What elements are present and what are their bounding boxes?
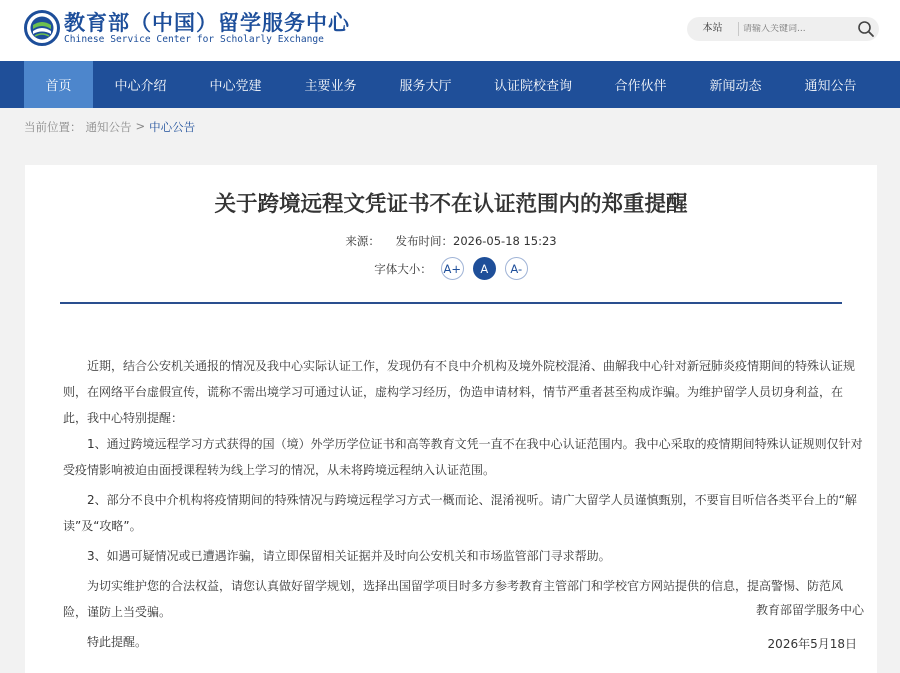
article-publish-time: 发布时间：2026-05-18 15:23 bbox=[395, 234, 557, 248]
search-input[interactable] bbox=[743, 24, 853, 34]
breadcrumb-current[interactable]: 中心公告 bbox=[149, 120, 196, 134]
article-panel bbox=[25, 165, 877, 673]
nav-item-party[interactable]: 中心党建 bbox=[209, 79, 262, 94]
font-smaller-button[interactable]: A- bbox=[505, 257, 528, 280]
nav-item-home[interactable]: 首页 bbox=[24, 61, 93, 108]
nav-item-partners[interactable]: 合作伙伴 bbox=[614, 79, 667, 94]
article-paragraph: 2、部分不良中介机构将疫情期间的特殊情况与跨境远程学习方式一概而论、混淆视听。请广大留学人员谨慎甄别，不要盲目听信各类平台上的“解读”及“攻略”。 bbox=[63, 493, 857, 533]
breadcrumb-prefix: 当前位置： bbox=[24, 120, 82, 134]
nav-item-about[interactable]: 中心介绍 bbox=[114, 79, 167, 94]
logo-title-cn: 教育部（中国）留学服务中心 bbox=[64, 9, 350, 35]
signature-date: 2026年5月18日 bbox=[767, 637, 857, 651]
nav-item-notices[interactable]: 通知公告 bbox=[804, 79, 857, 94]
nav-item-service-hall[interactable]: 服务大厅 bbox=[399, 79, 452, 94]
breadcrumb-link-notices[interactable]: 通知公告 bbox=[85, 120, 132, 134]
article-paragraph: 特此提醒。 bbox=[87, 635, 148, 649]
article-body bbox=[63, 353, 863, 655]
nav-item-news[interactable]: 新闻动态 bbox=[709, 79, 762, 94]
font-larger-button[interactable]: A+ bbox=[441, 257, 464, 280]
main-nav bbox=[0, 61, 900, 108]
nav-item-business[interactable]: 主要业务 bbox=[304, 79, 357, 94]
article-source: 来源： bbox=[345, 234, 380, 248]
search-bar bbox=[687, 17, 879, 41]
breadcrumb bbox=[24, 119, 195, 135]
site-header bbox=[0, 0, 900, 61]
title-divider bbox=[60, 302, 842, 304]
breadcrumb-separator: > bbox=[135, 119, 146, 133]
search-icon[interactable] bbox=[857, 20, 875, 38]
font-size-label: 字体大小： bbox=[374, 261, 432, 276]
article-paragraph: 1、通过跨境远程学习方式获得的国（境）外学历学位证书和高等教育文凭一直不在我中心认证范围内。我中心采取的疫情期间特殊认证规则仅针对受疫情影响被迫由面授课程转为线上学习的情况，从未将跨境远程纳入认证范围。 bbox=[63, 437, 863, 477]
cscse-logo-icon bbox=[24, 10, 60, 46]
font-normal-button[interactable]: A bbox=[473, 257, 496, 280]
article-paragraph: 3、如遇可疑情况或已遭遇诈骗，请立即保留相关证据并及时向公安机关和市场监管部门寻求帮助。 bbox=[87, 549, 611, 563]
search-scope[interactable]: 本站 bbox=[687, 22, 739, 36]
article-title: 关于跨境远程文凭证书不在认证范围内的郑重提醒 bbox=[214, 192, 688, 217]
site-logo[interactable] bbox=[24, 10, 350, 46]
article-meta bbox=[25, 233, 877, 249]
logo-title-en: Chinese Service Center for Scholarly Exchange bbox=[64, 33, 324, 45]
signature-org: 教育部留学服务中心 bbox=[755, 603, 864, 617]
article-paragraph: 为切实维护您的合法权益，请您认真做好留学规划，选择出国留学项目时多方参考教育主管部门和学校官方网站提供的信息，提高警惕、防范风险，谨防上当受骗。 bbox=[63, 579, 844, 619]
nav-item-school-query[interactable]: 认证院校查询 bbox=[493, 79, 572, 94]
font-size-controls bbox=[25, 257, 877, 280]
article-paragraph: 近期，结合公安机关通报的情况及我中心实际认证工作，发现仍有不良中介机构及境外院校混淆、曲解我中心针对新冠肺炎疫情期间的特殊认证规则，在网络平台虚假宣传，谎称不需出境学习可通过认证，虚构学习经历，伪造申请材料，情节严重者甚至构成诈骗。为维护留学人员切身利益，在此，我中心特别提醒： bbox=[63, 359, 856, 425]
